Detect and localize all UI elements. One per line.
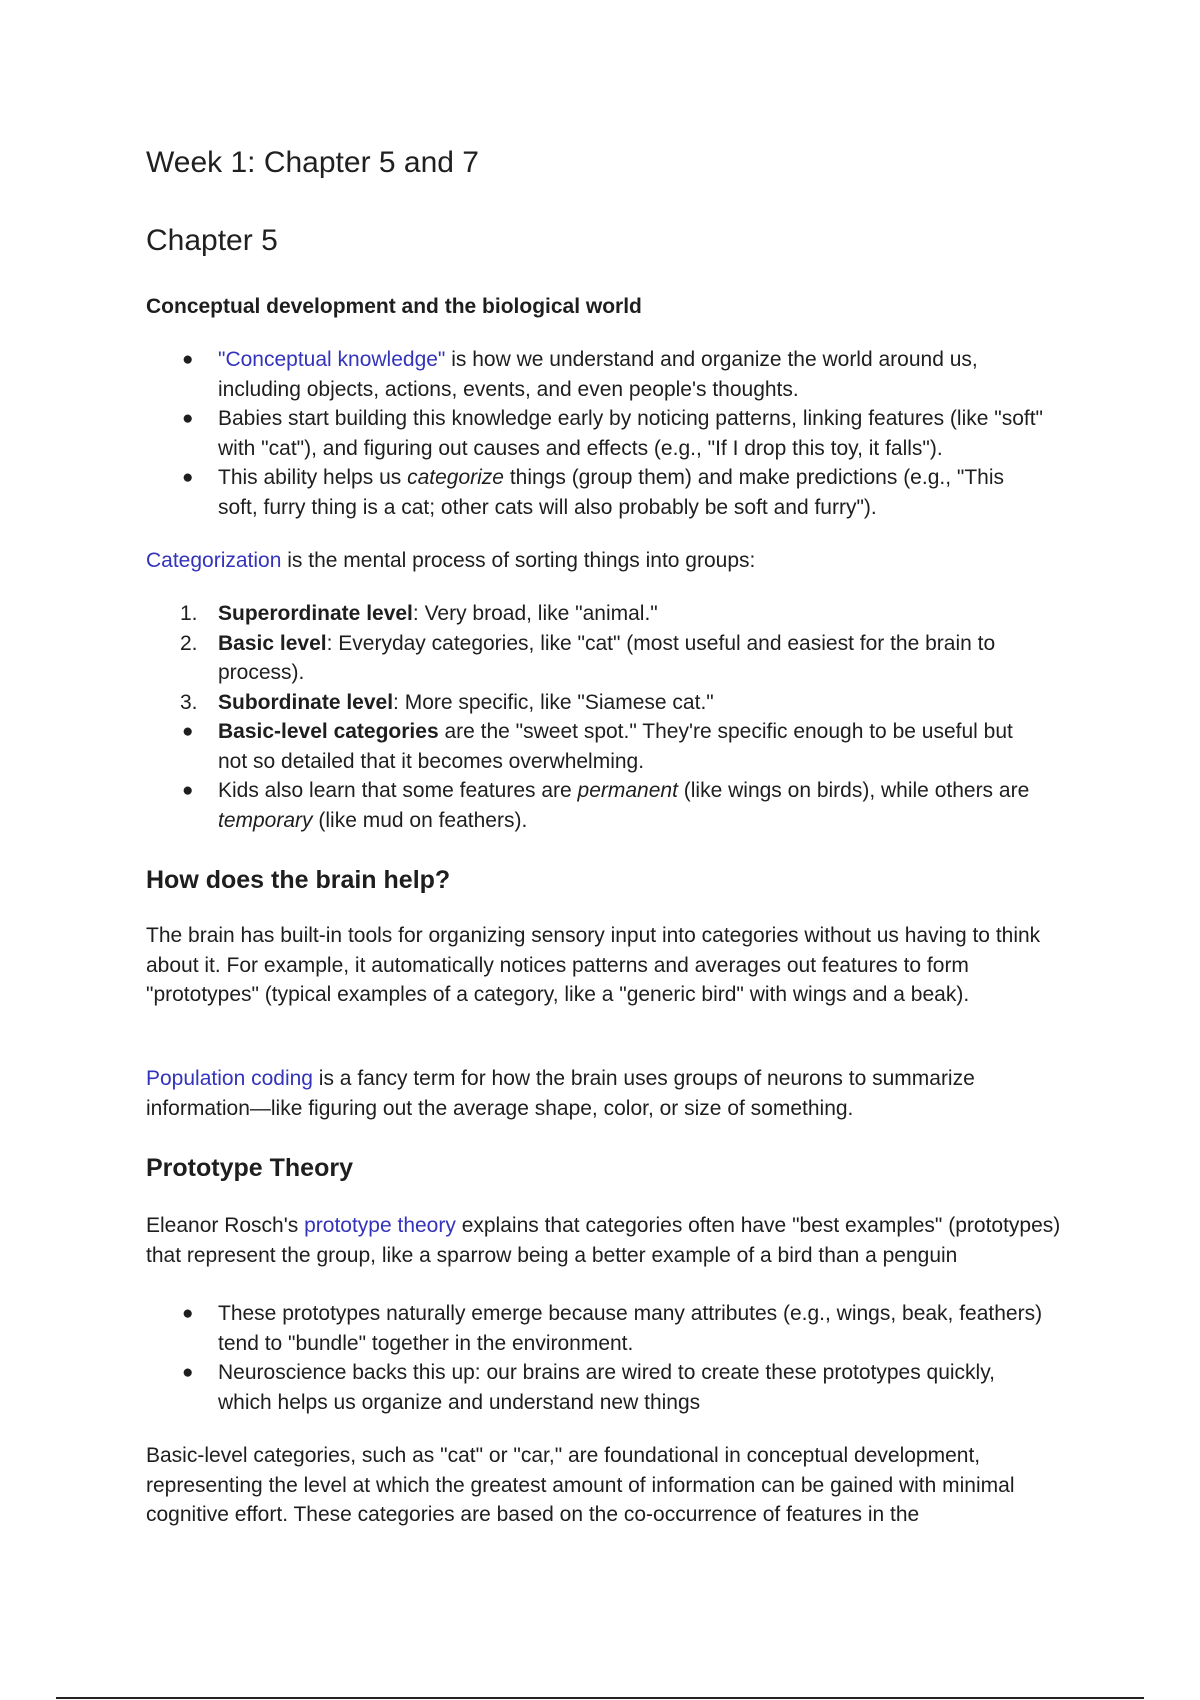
list-item: ● Basic-level categories are the "sweet spot." They're specific enough to be useful but not so detailed that it becomes overwhelming. [146, 717, 1046, 776]
closing-paragraph: Basic-level categories, such as "cat" or "car," are foundational in conceptual development, representing the level at which the greatest amount of information can be gained with minimal cognitive effort. These categories are based on the co-occurrence of features in the [146, 1444, 1015, 1526]
basic-level-bullet-list [146, 717, 1046, 835]
prototype-bullet-list [146, 1299, 1046, 1417]
conceptual-bullet-list [146, 345, 1046, 522]
bullet-icon: ● [182, 408, 194, 429]
bullet-icon: ● [182, 1303, 194, 1324]
list-number: 1. [180, 602, 198, 625]
population-coding-paragraph: Population coding is a fancy term for how the brain uses groups of neurons to summarize information—like figuring out the average shape, color, or size of something. [146, 1067, 975, 1120]
list-item: ● Neuroscience backs this up: our brains are wired to create these prototypes quickly, which helps us organize and understand new things [146, 1358, 1046, 1417]
bullet-icon: ● [182, 467, 194, 488]
population-coding-link[interactable]: Population coding [146, 1067, 313, 1090]
bullet-icon: ● [182, 721, 194, 742]
list-item: 2. Basic level: Everyday categories, like "cat" (most useful and easiest for the brain to process). [146, 629, 1046, 688]
section-heading-conceptual: Conceptual development and the biological world [146, 295, 642, 318]
categorization-paragraph: Categorization is the mental process of sorting things into groups: [146, 549, 756, 572]
list-item: 1. Superordinate level: Very broad, like "animal." [146, 599, 1046, 629]
list-item: ● Kids also learn that some features are permanent (like wings on birds), while others are temporary (like mud on feathers). [146, 776, 1046, 835]
list-item: ● These prototypes naturally emerge because many attributes (e.g., wings, beak, feathers) tend to "bundle" together in the environment. [146, 1299, 1046, 1358]
bullet-icon: ● [182, 1362, 194, 1383]
brain-heading: How does the brain help? [146, 866, 451, 894]
list-item: ● Babies start building this knowledge early by noticing patterns, linking features (like "soft" with "cat"), and figuring out causes and effects (e.g., "If I drop this toy, it falls"). [146, 404, 1046, 463]
category-levels-list [146, 599, 1046, 717]
chapter-heading: Chapter 5 [146, 224, 278, 257]
prototype-intro-paragraph: Eleanor Rosch's prototype theory explains that categories often have "best examples" (prototypes) that represent the group, like a sparrow being a better example of a bird than a penguin [146, 1214, 1061, 1267]
document-title: Week 1: Chapter 5 and 7 [146, 146, 479, 179]
bullet-icon: ● [182, 349, 194, 370]
prototype-theory-link[interactable]: prototype theory [304, 1214, 456, 1237]
list-number: 2. [180, 631, 198, 655]
brain-paragraph: The brain has built-in tools for organizing sensory input into categories without us having to think about it. For example, it automatically notices patterns and averages out features to form "prototypes" (typical examples of a category, like a "generic bird" with wings and a beak). [146, 924, 1041, 1006]
list-item: ● This ability helps us categorize things (group them) and make predictions (e.g., "This soft, furry thing is a cat; other cats will also probably be soft and furry"). [146, 463, 1046, 522]
list-item: 3. Subordinate level: More specific, like "Siamese cat." [146, 688, 1046, 718]
conceptual-knowledge-link[interactable]: "Conceptual knowledge" [218, 348, 446, 371]
list-item: ● "Conceptual knowledge" is how we understand and organize the world around us, including objects, actions, events, and even people's thoughts. [146, 345, 1046, 404]
prototype-heading: Prototype Theory [146, 1154, 353, 1182]
page-bottom-rule [56, 1697, 1144, 1699]
categorization-link[interactable]: Categorization [146, 549, 282, 572]
list-number: 3. [180, 690, 198, 714]
bullet-icon: ● [182, 780, 194, 801]
